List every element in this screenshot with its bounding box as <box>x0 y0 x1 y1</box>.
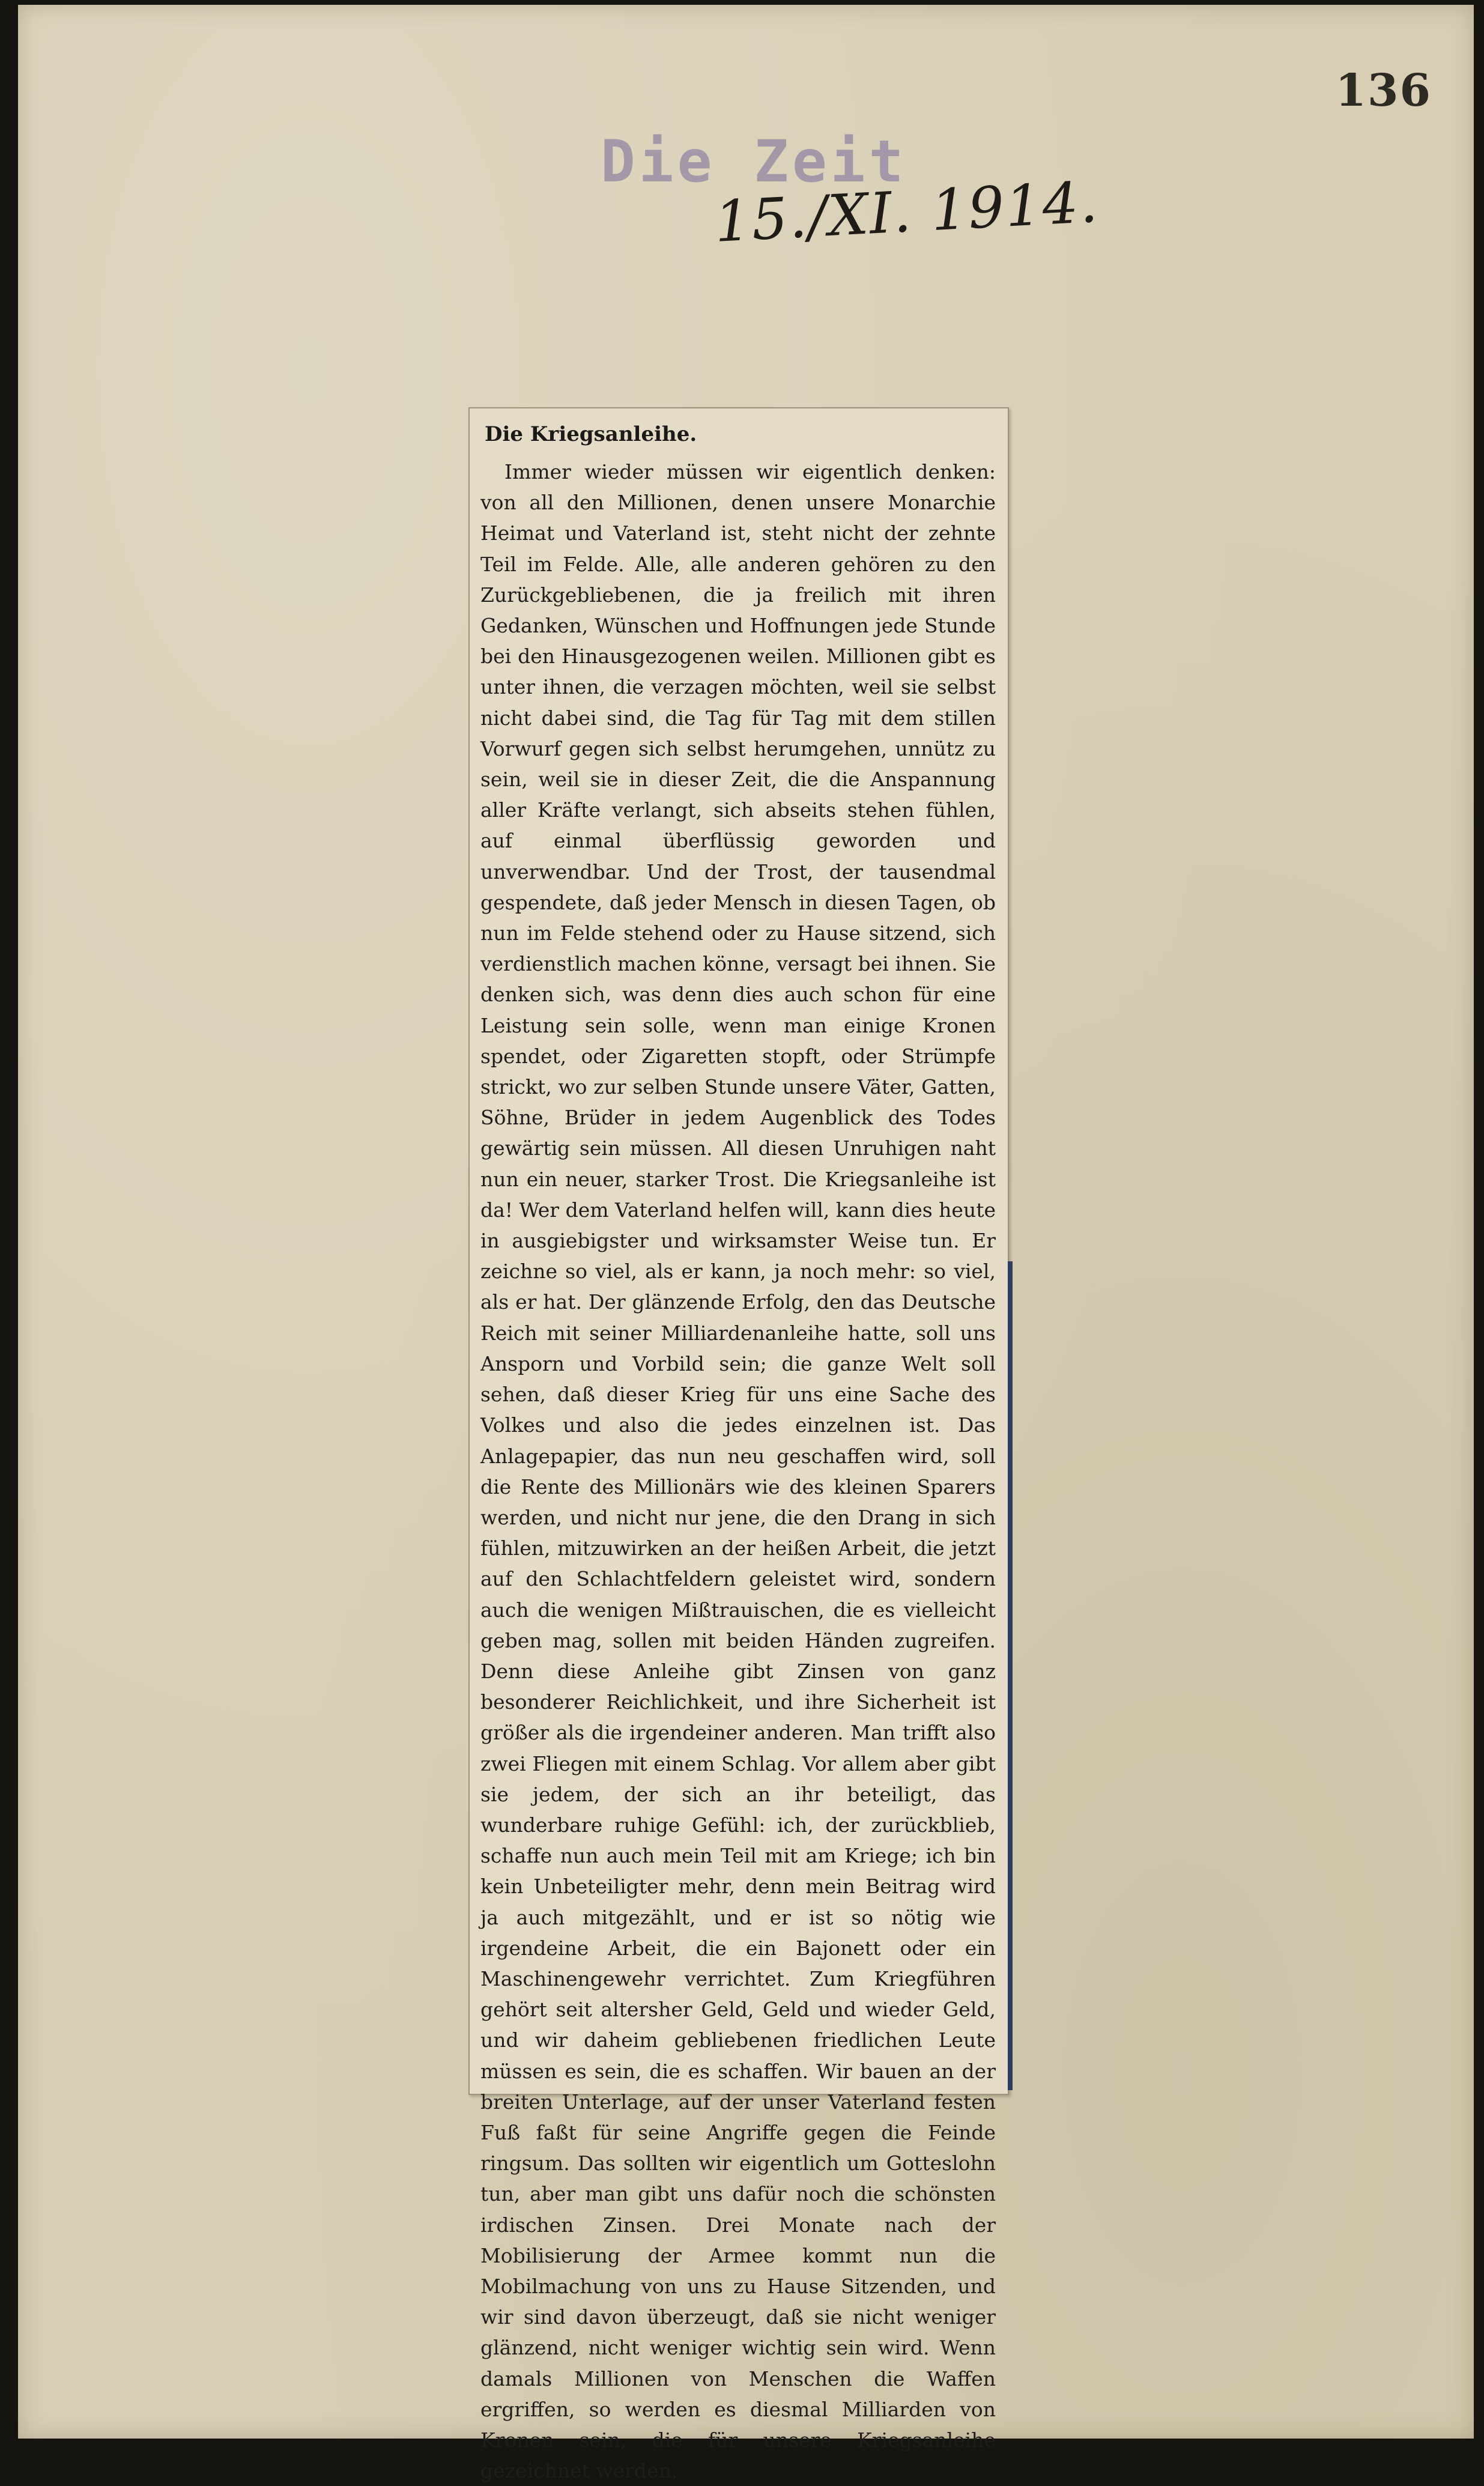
archive-sheet <box>18 5 1474 2483</box>
handwritten-date: 15./XI. 1914. <box>713 169 1101 255</box>
article-body: Immer wieder müssen wir eigentlich denken: von all den Millionen, denen unsere Monarchie Heimat und Vaterland ist, steht nicht der zehnte Teil im Felde. Alle, alle anderen gehören zu den Zurückgebliebenen, die ja freilich mit ihren Gedanken, Wünschen und Hoffnungen jede Stunde bei den Hinausgezogenen weilen. Millionen gibt es unter ihnen, die verzagen möchten, weil sie selbst nicht dabei sind, die Tag für Tag mit dem stillen Vorwurf gegen sich selbst herumgehen, unnütz zu sein, weil sie in dieser Zeit, die die Anspannung aller Kräfte verlangt, sich abseits stehen fühlen, auf einmal überflüssig geworden und unverwendbar. Und der Trost, der tausendmal gespendete, daß jeder Mensch in diesen Tagen, ob nun im Felde stehend oder zu Hause sitzend, sich verdienstlich machen könne, versagt bei ihnen. Sie denken sich, was denn dies auch schon für eine Leistung sein solle, wenn man einige Kronen spendet, oder Zigaretten stopft, oder Strümpfe strickt, wo zur selben Stunde unsere Väter, Gatten, Söhne, Brüder in jedem Augenblick des Todes gewärtig sein müssen. All diesen Unruhigen naht nun ein neuer, starker Trost. Die Kriegsanleihe ist da! Wer dem Vaterland helfen will, kann dies heute in ausgiebigster und wirksamster Weise tun. Er zeichne so viel, als er kann, ja noch mehr: so viel, als er hat. Der glänzende Erfolg, den das Deutsche Reich mit seiner Milliardenanleihe hatte, soll uns Ansporn und Vorbild sein; die ganze Welt soll sehen, daß dieser Krieg für uns eine Sache des Volkes und also die jedes einzelnen ist. Das Anlagepapier, das nun neu geschaffen wird, soll die Rente des Millionärs wie des kleinen Sparers werden, und nicht nur jene, die den Drang in sich fühlen, mitzuwirken an der heißen Arbeit, die jetzt auf den Schlachtfeldern geleistet wird, sondern auch die wenigen Mißtrauischen, die es vielleicht geben mag, sollen mit beiden Händen zugreifen. Denn diese Anleihe gibt Zinsen von ganz besonderer Reichlichkeit, und ihre Sicherheit ist größer als die irgendeiner anderen. Man trifft also zwei Fliegen mit einem Schlag. Vor allem aber gibt sie jedem, der sich an ihr beteiligt, das wunderbare ruhige Gefühl: ich, der zurückblieb, schaffe nun auch mein Teil mit am Kriege; ich bin kein Unbeteiligter mehr, denn mein Beitrag wird ja auch mitgezählt, und er ist so nötig wie irgendeine Arbeit, die ein Bajonett oder ein Maschinengewehr verrichtet. Zum Kriegführen gehört seit altersher Geld, Geld und wieder Geld, und wir daheim gebliebenen friedlichen Leute müssen es sein, die es schaffen. Wir bauen an der breiten Unterlage, auf der unser Vaterland festen Fuß faßt für seine Angriffe gegen die Feinde ringsum. Das sollten wir eigentlich um Gotteslohn tun, aber man gibt uns dafür noch die schönsten irdischen Zinsen. Drei Monate nach der Mobilisierung der Armee kommt nun die Mobilmachung von uns zu Hause Sitzenden, und wir sind davon überzeugt, daß sie nicht weniger glänzend, nicht weniger wichtig sein wird. Wenn damals Millionen von Menschen die Waffen ergriffen, so werden es diesmal Milliarden von Kronen sein, die für unsere Kriegsanleihe gezeichnet werden. <box>480 460 996 2483</box>
clipping-mount-edge <box>1008 1261 1013 2090</box>
page-number: 136 <box>1335 65 1432 117</box>
newspaper-clipping <box>468 407 1009 2483</box>
newspaper-stamp: Die Zeit <box>601 128 907 195</box>
clipping-title: Die Kriegsanleihe. <box>485 422 697 446</box>
